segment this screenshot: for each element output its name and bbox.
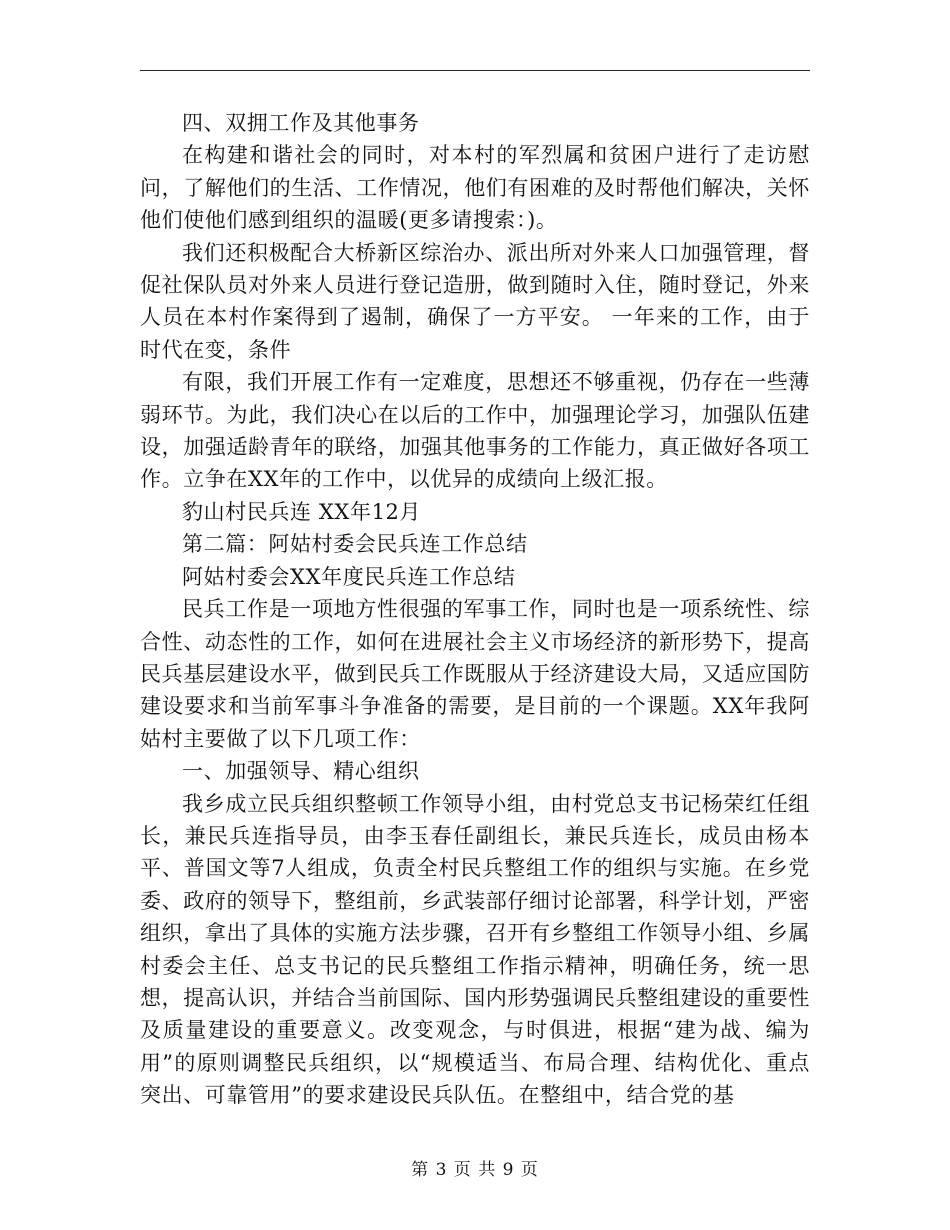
paragraph-population-management: 我们还积极配合大桥新区综治办、派出所对外来人口加强管理，督促社保队员对外来人员进行登记造册，做到随时入住，随时登记，外来人员在本村作案得到了遏制，确保了一方平安。 一年来的工作，由于时代在变，条件 <box>140 240 810 362</box>
section-heading-dual-support: 四、双拥工作及其他事务 <box>182 111 420 135</box>
paragraph-visits: 在构建和谐社会的同时，对本村的军烈属和贫困户进行了走访慰问，了解他们的生活、工作情况，他们有困难的及时帮他们解决，关怀他们使他们感到组织的温暖(更多请搜索：)。 <box>140 143 810 233</box>
section-heading-leadership: 一、加强领导、精心组织 <box>182 759 420 784</box>
header-rule <box>140 70 810 71</box>
paragraph-militia-intro: 民兵工作是一项地方性很强的军事工作，同时也是一项系统性、综合性、动态性的工作，如何在进展社会主义市场经济的新形势下，提高民兵基层建设水平，做到民兵工作既服从于经济建设大局，又适应国防建设要求和当前军事斗争准备的需要，是目前的一个课题。XX年我阿姑村主要做了以下几项工作： <box>140 597 810 751</box>
paragraph-leadership-group: 我乡成立民兵组织整顿工作领导小组，由村党总支书记杨荣红任组长，兼民兵连指导员，由李玉春任副组长，兼民兵连长，成员由杨本平、普国文等7人组成，负责全村民兵整组工作的组织与实施。在乡党委、政府的领导下，整组前，乡武装部仔细讨论部署，科学计划，严密组织，拿出了具体的实施方法步骤，召开有乡整组工作领导小组、乡属村委会主任、总支书记的民兵整组工作指示精神，明确任务，统一思想，提高认识，并结合当前国际、国内形势强调民兵整组建设的重要性及质量建设的重要意义。改变观念，与时俱进，根据“建为战、编为用”的原则调整民兵组织，以“规模适当、布局合理、结构优化、重点突出、可靠管用”的要求建设民兵队伍。在整组中，结合党的基 <box>140 791 810 1108</box>
signature-line: 豹山村民兵连 XX年12月 <box>182 499 422 524</box>
article-two-subtitle: 阿姑村委会XX年度民兵连工作总结 <box>182 564 516 589</box>
paragraph-shortcomings: 有限，我们开展工作有一定难度，思想还不够重视，仍存在一些薄弱环节。为此，我们决心在以后的工作中，加强理论学习，加强队伍建设，加强适龄青年的联络，加强其他事务的工作能力，真正做好各项工作。立争在XX年的工作中，以优异的成绩向上级汇报。 <box>140 370 810 492</box>
article-two-title: 第二篇：阿姑村委会民兵连工作总结 <box>182 532 528 557</box>
page-number: 第 3 页 共 9 页 <box>411 1160 539 1180</box>
document-body <box>140 107 810 1112</box>
